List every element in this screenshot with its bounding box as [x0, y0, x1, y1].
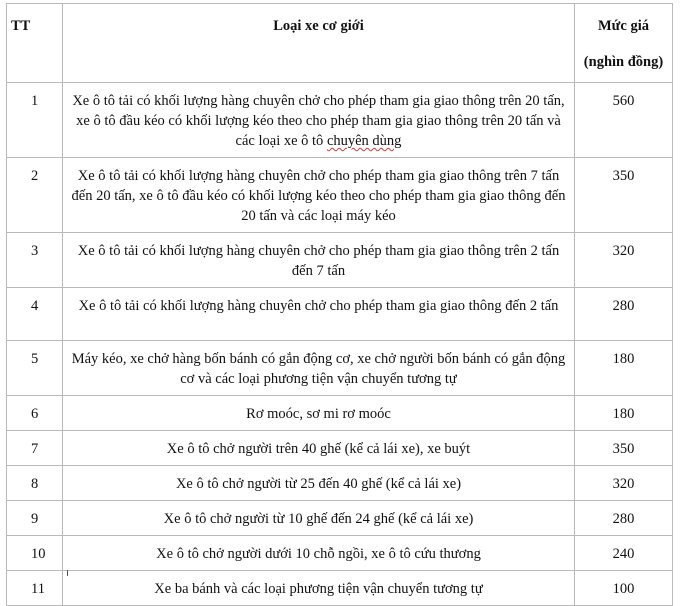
- row-description: Xe ô tô tải có khối lượng hàng chuyên chở cho phép tham gia giao thông đến 2 tấn: [63, 288, 575, 341]
- table-row: [7, 536, 673, 571]
- table-row: [7, 341, 673, 396]
- text-cursor-mark: [67, 570, 68, 576]
- row-number: 8: [7, 466, 63, 501]
- row-number: 10: [7, 536, 63, 571]
- row-price: 320: [575, 466, 673, 501]
- table-row: [7, 233, 673, 288]
- table-row: [7, 431, 673, 466]
- row-number: 9: [7, 501, 63, 536]
- table-row: [7, 571, 673, 606]
- row-description: Xe ô tô chở người từ 10 ghế đến 24 ghế (kể cả lái xe): [63, 501, 575, 536]
- row-number: 2: [7, 158, 63, 233]
- row-price: 180: [575, 396, 673, 431]
- row-number: 3: [7, 233, 63, 288]
- table-row: [7, 158, 673, 233]
- row-price: 100: [575, 571, 673, 606]
- row-price: 350: [575, 158, 673, 233]
- spellcheck-underlined-text: chuyên dùng: [326, 133, 402, 149]
- row-description: Rơ moóc, sơ mi rơ moóc: [63, 396, 575, 431]
- table-row: [7, 396, 673, 431]
- row-description: Xe ba bánh và các loại phương tiện vận chuyển tương tự: [63, 571, 575, 606]
- row-description: Xe ô tô chở người trên 40 ghế (kể cả lái xe), xe buýt: [63, 431, 575, 466]
- column-header-description: Loại xe cơ giới: [63, 4, 575, 83]
- column-header-price: [575, 4, 673, 83]
- row-number: 11: [7, 571, 63, 606]
- row-number: 1: [7, 83, 63, 158]
- table-header-row: [7, 4, 673, 83]
- row-number: 6: [7, 396, 63, 431]
- table-row: [7, 501, 673, 536]
- row-price: 350: [575, 431, 673, 466]
- row-price: 320: [575, 233, 673, 288]
- row-description: Xe ô tô chở người từ 25 đến 40 ghế (kể cả lái xe): [63, 466, 575, 501]
- row-description: Máy kéo, xe chở hàng bốn bánh có gắn động cơ, xe chở người bốn bánh có gắn động cơ và các loại phương tiện vận chuyển tương tự: [63, 341, 575, 396]
- row-description-text: Xe ô tô tải có khối lượng hàng chuyên chở cho phép tham gia giao thông trên 20 tấn, xe ô tô đầu kéo có khối lượng kéo theo cho phép tham gia giao thông trên 20 tấn và các loại xe ô tô: [72, 93, 565, 149]
- row-price: 280: [575, 501, 673, 536]
- row-description: Xe ô tô tải có khối lượng hàng chuyên chở cho phép tham gia giao thông trên 2 tấn đến 7 tấn: [63, 233, 575, 288]
- row-number: 4: [7, 288, 63, 341]
- row-price: 180: [575, 341, 673, 396]
- price-header-label: Mức giá: [598, 18, 649, 34]
- vehicle-fee-table: [6, 3, 673, 606]
- row-price: 240: [575, 536, 673, 571]
- row-description: [63, 83, 575, 158]
- column-header-tt: TT: [7, 4, 63, 83]
- row-description: Xe ô tô chở người dưới 10 chỗ ngồi, xe ô tô cứu thương: [63, 536, 575, 571]
- table-row: [7, 83, 673, 158]
- row-number: 7: [7, 431, 63, 466]
- table-row: [7, 288, 673, 341]
- table-row: [7, 466, 673, 501]
- row-price: 280: [575, 288, 673, 341]
- price-unit-label: (nghìn đồng): [583, 54, 664, 70]
- row-number: 5: [7, 341, 63, 396]
- row-price: 560: [575, 83, 673, 158]
- row-description: Xe ô tô tải có khối lượng hàng chuyên chở cho phép tham gia giao thông trên 7 tấn đến 20 tấn, xe ô tô đầu kéo có khối lượng kéo theo cho phép tham gia giao thông đến 20 tấn và các loại máy kéo: [63, 158, 575, 233]
